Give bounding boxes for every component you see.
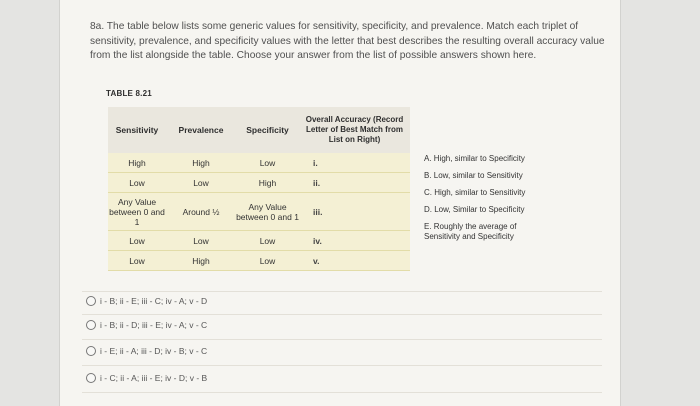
cell-specificity: Low	[236, 251, 299, 271]
cell-prevalence: Around ½	[166, 193, 236, 231]
question-text: 8a. The table below lists some generic values for sensitivity, specificity, and prevalence. Match each triplet of sensitivity, prevalence, and specificity values with the letter that best describes the resulting overall accuracy value from the list alongside the table. Choose your answer from the list of possible answers shown here.	[90, 21, 605, 62]
letter-option: A. High, similar to Specificity	[424, 154, 525, 163]
divider	[82, 314, 602, 315]
answer-choice-label: i - E; ii - A; iii - D; iv - B; v - C	[100, 346, 208, 356]
cell-sensitivity: Low	[108, 251, 166, 271]
cell-specificity: Low	[236, 231, 299, 251]
answer-choice-label: i - B; ii - E; iii - C; iv - A; v - D	[100, 296, 208, 306]
cell-specificity: Low	[236, 153, 299, 173]
cell-prevalence: High	[166, 251, 236, 271]
cell-accuracy: v.	[299, 251, 410, 271]
header-prevalence: Prevalence	[166, 107, 236, 153]
answer-choice-4[interactable]	[86, 373, 207, 383]
cell-sensitivity: High	[108, 153, 166, 173]
letter-option: D. Low, Similar to Specificity	[424, 205, 525, 214]
table-row	[108, 251, 410, 271]
answer-choice-2[interactable]	[86, 320, 207, 330]
worksheet-page	[60, 0, 620, 406]
header-specificity: Specificity	[236, 107, 299, 153]
cell-specificity: High	[236, 173, 299, 193]
letter-option: B. Low, similar to Sensitivity	[424, 171, 523, 180]
cell-specificity: Any Value between 0 and 1	[236, 193, 299, 231]
cell-accuracy: iv.	[299, 231, 410, 251]
letter-option: C. High, similar to Sensitivity	[424, 188, 526, 197]
cell-accuracy: iii.	[299, 193, 410, 231]
answer-choice-3[interactable]	[86, 346, 207, 356]
answer-choice-label: i - B; ii - D; iii - E; iv - A; v - C	[100, 320, 208, 330]
cell-prevalence: Low	[166, 173, 236, 193]
cell-accuracy: i.	[299, 153, 410, 173]
cell-prevalence: Low	[166, 231, 236, 251]
data-table	[108, 107, 410, 271]
letter-option: E. Roughly the average of Sensitivity and Specificity	[424, 222, 517, 241]
cell-sensitivity: Low	[108, 173, 166, 193]
cell-sensitivity: Low	[108, 231, 166, 251]
divider	[82, 291, 602, 292]
radio-button[interactable]	[86, 346, 96, 356]
divider	[82, 339, 602, 340]
letter-options-list	[424, 154, 549, 248]
cell-accuracy: ii.	[299, 173, 410, 193]
radio-button[interactable]	[86, 296, 96, 306]
cell-sensitivity: Any Value between 0 and 1	[108, 193, 166, 231]
header-sensitivity: Sensitivity	[108, 107, 166, 153]
divider	[82, 392, 602, 393]
radio-button[interactable]	[86, 373, 96, 383]
cell-prevalence: High	[166, 153, 236, 173]
table-row	[108, 231, 410, 251]
answer-choice-1[interactable]	[86, 296, 207, 306]
answer-choice-label: i - C; ii - A; iii - E; iv - D; v - B	[100, 373, 208, 383]
radio-button[interactable]	[86, 320, 96, 330]
table-row	[108, 153, 410, 173]
header-accuracy: Overall Accuracy (Record Letter of Best Match from List on Right)	[299, 107, 410, 153]
table-row	[108, 193, 410, 231]
divider	[82, 365, 602, 366]
table-row	[108, 173, 410, 193]
table-title: TABLE 8.21	[106, 89, 152, 98]
